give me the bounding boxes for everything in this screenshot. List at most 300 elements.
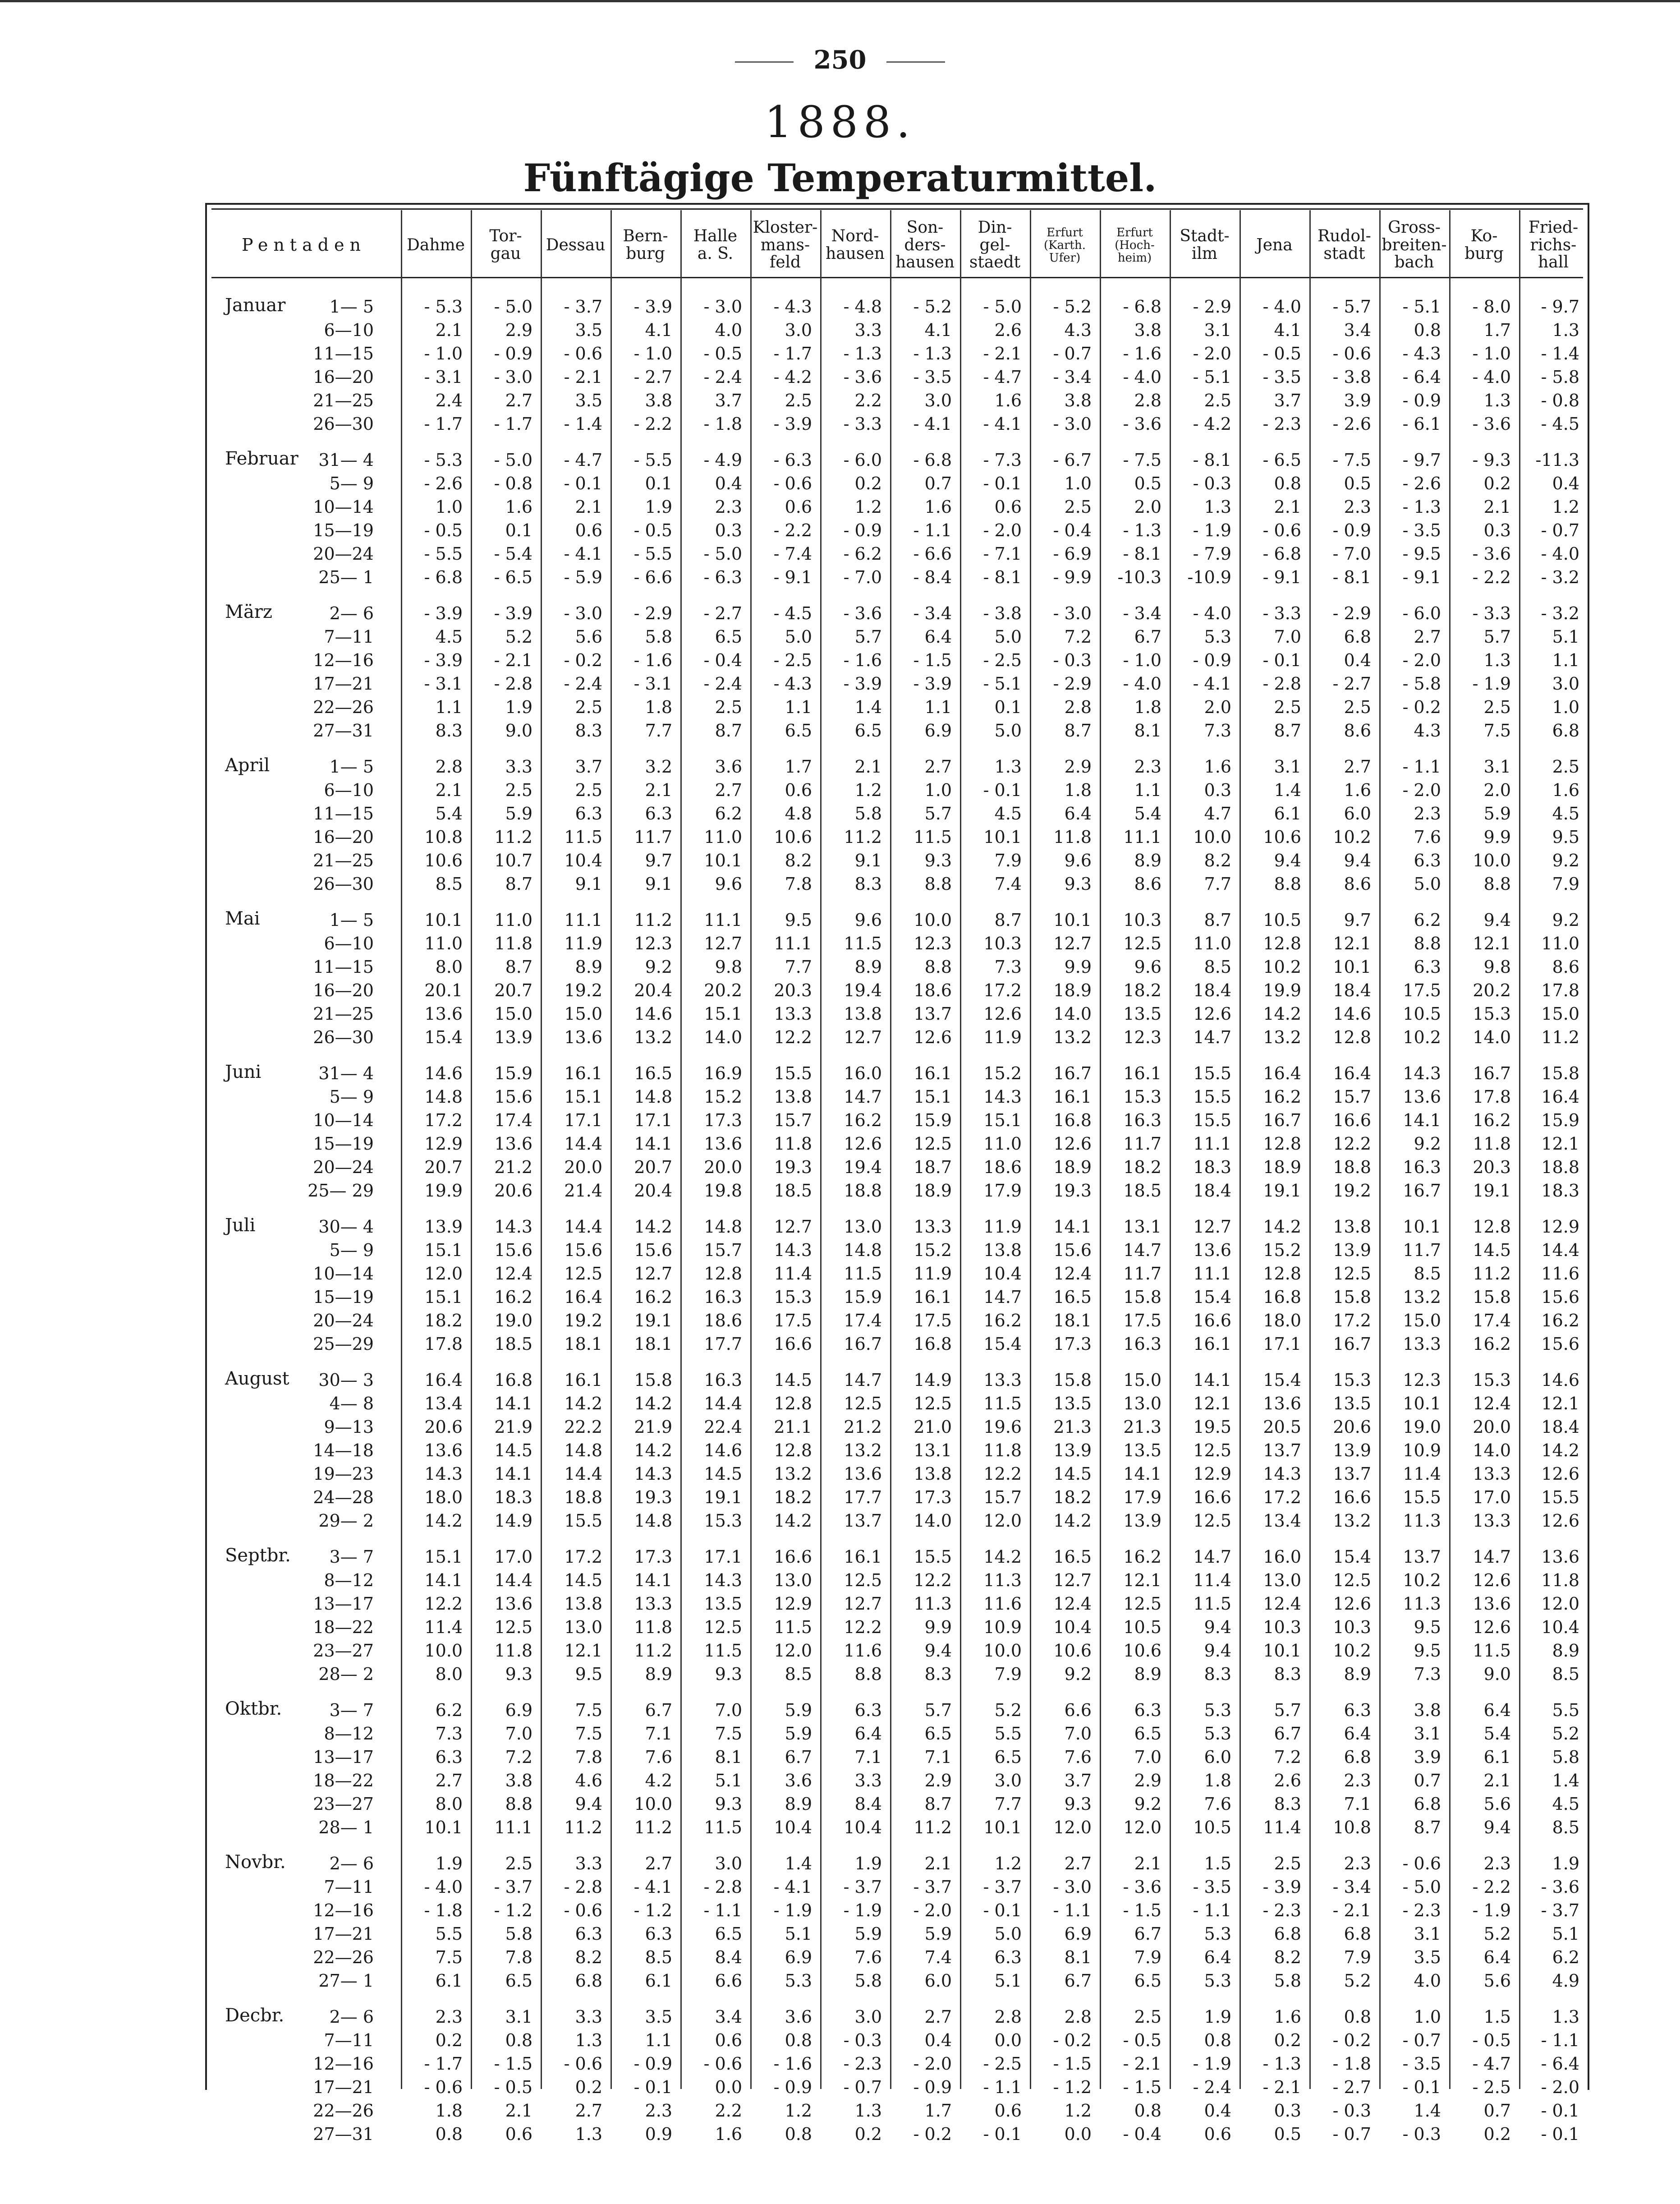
temperature-cell: - 1.3 bbox=[843, 344, 882, 363]
pentade-label: 5— 9 bbox=[329, 1240, 374, 1260]
temperature-cell: 10.1 bbox=[424, 1817, 463, 1837]
temperature-cell: 17.3 bbox=[704, 1110, 742, 1130]
temperature-cell: 19.1 bbox=[1263, 1181, 1301, 1201]
temperature-cell: 9.4 bbox=[1204, 1641, 1231, 1661]
temperature-cell: 6.7 bbox=[1064, 1971, 1092, 1991]
temperature-cell: - 2.5 bbox=[983, 650, 1022, 670]
temperature-cell: - 3.3 bbox=[1262, 603, 1301, 623]
temperature-cell: 6.5 bbox=[924, 1724, 952, 1744]
temperature-cell: 18.3 bbox=[1541, 1181, 1579, 1201]
temperature-cell: 14.1 bbox=[1123, 1464, 1161, 1484]
temperature-cell: - 2.2 bbox=[773, 520, 812, 540]
temperature-cell: - 6.1 bbox=[1402, 414, 1441, 434]
temperature-cell: 7.7 bbox=[785, 957, 812, 977]
temperature-cell: 5.6 bbox=[575, 627, 602, 647]
temperature-cell: 0.2 bbox=[1483, 474, 1511, 493]
temperature-cell: 0.3 bbox=[1274, 2101, 1301, 2121]
pentade-label: 30— 4 bbox=[318, 1217, 374, 1237]
temperature-cell: - 3.3 bbox=[1472, 603, 1511, 623]
temperature-cell: 13.7 bbox=[1403, 1547, 1441, 1567]
temperature-cell: - 0.2 bbox=[913, 2124, 952, 2144]
pentade-label: 1— 5 bbox=[329, 757, 374, 777]
temperature-cell: 12.5 bbox=[564, 1264, 602, 1284]
temperature-cell: - 1.0 bbox=[633, 344, 672, 363]
temperature-cell: 12.6 bbox=[844, 1134, 882, 1154]
temperature-cell: 6.4 bbox=[1483, 1947, 1511, 1967]
temperature-cell: 6.7 bbox=[1274, 1724, 1301, 1744]
temperature-cell: 2.5 bbox=[1552, 757, 1579, 777]
temperature-cell: - 7.0 bbox=[843, 567, 882, 587]
temperature-cell: - 3.9 bbox=[1262, 1877, 1301, 1897]
temperature-cell: - 5.5 bbox=[633, 544, 672, 564]
temperature-cell: - 3.7 bbox=[564, 297, 602, 317]
pentade-label: 5— 9 bbox=[329, 1087, 374, 1107]
column-header: Dessau bbox=[546, 235, 606, 254]
pentade-label: 22—26 bbox=[313, 1947, 374, 1967]
temperature-cell: 0.6 bbox=[994, 497, 1022, 517]
temperature-cell: - 0.3 bbox=[1053, 650, 1092, 670]
temperature-cell: 11.5 bbox=[844, 934, 882, 953]
temperature-cell: 0.8 bbox=[1134, 2101, 1161, 2121]
temperature-cell: - 7.1 bbox=[983, 544, 1022, 564]
temperature-cell: 19.1 bbox=[1473, 1181, 1511, 1201]
temperature-cell: 16.9 bbox=[704, 1063, 742, 1083]
temperature-cell: - 1.0 bbox=[1123, 650, 1161, 670]
temperature-cell: 16.3 bbox=[1123, 1110, 1161, 1130]
temperature-cell: - 9.7 bbox=[1402, 450, 1441, 470]
temperature-cell: 12.5 bbox=[1333, 1264, 1371, 1284]
pentade-label: 11—15 bbox=[313, 804, 374, 824]
temperature-cell: 7.9 bbox=[1134, 1947, 1161, 1967]
temperature-cell: 10.2 bbox=[1403, 1027, 1441, 1047]
temperature-cell: - 3.1 bbox=[633, 674, 672, 694]
page-title: Fünftägige Temperaturmittel. bbox=[523, 156, 1157, 200]
temperature-cell: - 3.0 bbox=[494, 367, 532, 387]
temperature-cell: 13.5 bbox=[1053, 1394, 1092, 1413]
temperature-cell: - 0.9 bbox=[843, 520, 882, 540]
temperature-cell: 11.2 bbox=[1541, 1027, 1579, 1047]
pentade-label: 1— 5 bbox=[329, 910, 374, 930]
temperature-cell: 9.5 bbox=[785, 910, 812, 930]
temperature-cell: 2.4 bbox=[435, 391, 463, 410]
temperature-cell: 11.5 bbox=[774, 1617, 812, 1637]
temperature-cell: - 4.5 bbox=[1541, 414, 1579, 434]
temperature-cell: 6.8 bbox=[1274, 1924, 1301, 1944]
temperature-cell: 14.4 bbox=[564, 1217, 602, 1237]
page-number-dash-right bbox=[886, 61, 945, 63]
temperature-cell: 7.2 bbox=[1274, 1747, 1301, 1767]
column-rule bbox=[401, 210, 402, 2089]
temperature-cell: - 4.0 bbox=[424, 1877, 463, 1897]
temperature-cell: 4.0 bbox=[715, 320, 742, 340]
temperature-cell: - 5.3 bbox=[424, 297, 463, 317]
temperature-cell: 16.2 bbox=[1473, 1110, 1511, 1130]
temperature-cell: 12.2 bbox=[774, 1027, 812, 1047]
temperature-cell: 0.0 bbox=[1064, 2124, 1092, 2144]
temperature-cell: 9.0 bbox=[505, 721, 532, 741]
temperature-cell: 9.9 bbox=[1064, 957, 1092, 977]
temperature-cell: - 0.6 bbox=[564, 1900, 602, 1920]
temperature-cell: 15.4 bbox=[1333, 1547, 1371, 1567]
temperature-cell: 0.4 bbox=[1204, 2101, 1231, 2121]
temperature-cell: 2.5 bbox=[1134, 2007, 1161, 2027]
temperature-cell: 0.6 bbox=[785, 780, 812, 800]
temperature-cell: 12.5 bbox=[1193, 1511, 1231, 1531]
temperature-cell: 1.6 bbox=[924, 497, 952, 517]
pentade-label: 27—31 bbox=[313, 721, 374, 741]
pentade-label: 3— 7 bbox=[329, 1547, 374, 1567]
temperature-cell: - 1.9 bbox=[1472, 1900, 1511, 1920]
temperature-cell: 16.6 bbox=[774, 1334, 812, 1354]
temperature-cell: - 6.0 bbox=[1402, 603, 1441, 623]
temperature-cell: 13.7 bbox=[1263, 1440, 1301, 1460]
temperature-cell: 9.3 bbox=[924, 851, 952, 870]
month-label: Juli bbox=[225, 1215, 256, 1236]
temperature-cell: 1.4 bbox=[1414, 2101, 1441, 2121]
temperature-cell: - 0.3 bbox=[1193, 474, 1231, 493]
temperature-cell: 6.7 bbox=[785, 1747, 812, 1767]
temperature-cell: 0.8 bbox=[1204, 2030, 1231, 2050]
temperature-cell: 7.1 bbox=[924, 1747, 952, 1767]
temperature-cell: - 2.1 bbox=[494, 650, 532, 670]
temperature-cell: 3.8 bbox=[505, 1771, 532, 1790]
temperature-cell: 2.0 bbox=[1483, 780, 1511, 800]
temperature-cell: 19.2 bbox=[1333, 1181, 1371, 1201]
temperature-cell: 14.1 bbox=[1053, 1217, 1092, 1237]
temperature-cell: 6.9 bbox=[785, 1947, 812, 1967]
temperature-cell: 8.6 bbox=[1552, 957, 1579, 977]
temperature-cell: - 0.9 bbox=[773, 2077, 812, 2097]
temperature-cell: 5.2 bbox=[1483, 1924, 1511, 1944]
pentade-label: 8—12 bbox=[324, 1570, 374, 1590]
temperature-cell: 10.3 bbox=[1123, 910, 1161, 930]
temperature-cell: 1.4 bbox=[785, 1854, 812, 1873]
temperature-cell: 8.1 bbox=[715, 1747, 742, 1767]
temperature-cell: 14.9 bbox=[494, 1511, 532, 1531]
pentade-label: 7—11 bbox=[324, 1877, 374, 1897]
temperature-cell: 9.5 bbox=[575, 1664, 602, 1684]
temperature-cell: - 2.4 bbox=[703, 674, 742, 694]
temperature-cell: 13.0 bbox=[1263, 1570, 1301, 1590]
temperature-cell: 0.6 bbox=[715, 2030, 742, 2050]
temperature-cell: 8.5 bbox=[1204, 957, 1231, 977]
temperature-cell: - 7.3 bbox=[983, 450, 1022, 470]
temperature-cell: - 1.9 bbox=[773, 1900, 812, 1920]
column-rule bbox=[541, 210, 542, 2089]
temperature-cell: 16.6 bbox=[1193, 1487, 1231, 1507]
temperature-cell: 18.9 bbox=[913, 1181, 952, 1201]
temperature-cell: 15.2 bbox=[704, 1087, 742, 1107]
temperature-cell: - 0.7 bbox=[843, 2077, 882, 2097]
temperature-cell: - 5.8 bbox=[1541, 367, 1579, 387]
temperature-cell: 2.1 bbox=[1483, 497, 1511, 517]
temperature-cell: 12.8 bbox=[1263, 934, 1301, 953]
temperature-cell: 20.6 bbox=[1333, 1417, 1371, 1437]
pentade-label: 13—17 bbox=[313, 1594, 374, 1614]
temperature-cell: 9.4 bbox=[1344, 851, 1371, 870]
temperature-cell: 14.7 bbox=[1193, 1027, 1231, 1047]
temperature-cell: 10.4 bbox=[983, 1264, 1022, 1284]
temperature-cell: 9.4 bbox=[1483, 910, 1511, 930]
temperature-cell: - 0.1 bbox=[1402, 2077, 1441, 2097]
temperature-cell: 11.3 bbox=[983, 1570, 1022, 1590]
year-heading: 1888. bbox=[764, 97, 916, 147]
temperature-cell: 7.6 bbox=[645, 1747, 672, 1767]
temperature-cell: - 0.3 bbox=[1402, 2124, 1441, 2144]
temperature-cell: 12.0 bbox=[983, 1511, 1022, 1531]
temperature-cell: 6.5 bbox=[1134, 1724, 1161, 1744]
temperature-cell: 14.6 bbox=[1541, 1370, 1579, 1390]
pentade-label: 31— 4 bbox=[318, 450, 374, 470]
temperature-cell: 12.7 bbox=[634, 1264, 672, 1284]
temperature-cell: 14.0 bbox=[913, 1511, 952, 1531]
temperature-cell: 7.8 bbox=[575, 1747, 602, 1767]
temperature-cell: 12.7 bbox=[704, 934, 742, 953]
temperature-cell: 1.2 bbox=[1552, 497, 1579, 517]
temperature-cell: - 8.1 bbox=[1193, 450, 1231, 470]
temperature-cell: 14.8 bbox=[424, 1087, 463, 1107]
temperature-cell: 18.9 bbox=[1263, 1157, 1301, 1177]
column-header: Kloster- mans- feld bbox=[753, 218, 818, 272]
temperature-cell: 3.8 bbox=[1134, 320, 1161, 340]
temperature-cell: 8.9 bbox=[854, 957, 882, 977]
temperature-cell: 5.4 bbox=[1483, 1724, 1511, 1744]
temperature-cell: - 0.6 bbox=[564, 2054, 602, 2074]
pentade-label: 18—22 bbox=[313, 1617, 374, 1637]
temperature-cell: 14.8 bbox=[564, 1440, 602, 1460]
temperature-cell: 8.7 bbox=[994, 910, 1022, 930]
column-header: Tor- gau bbox=[489, 227, 522, 263]
temperature-cell: 14.5 bbox=[494, 1440, 532, 1460]
temperature-cell: 3.7 bbox=[715, 391, 742, 410]
column-header: Nord- hausen bbox=[826, 227, 885, 263]
temperature-cell: - 2.8 bbox=[564, 1877, 602, 1897]
temperature-cell: 1.9 bbox=[505, 697, 532, 717]
temperature-cell: 5.8 bbox=[505, 1924, 532, 1944]
temperature-cell: 16.4 bbox=[1263, 1063, 1301, 1083]
temperature-cell: 2.2 bbox=[715, 2101, 742, 2121]
temperature-cell: 2.6 bbox=[994, 320, 1022, 340]
temperature-cell: 20.7 bbox=[634, 1157, 672, 1177]
pentade-label: 26—30 bbox=[313, 414, 374, 434]
temperature-cell: 5.3 bbox=[1204, 1971, 1231, 1991]
temperature-cell: 18.8 bbox=[1541, 1157, 1579, 1177]
temperature-cell: 16.7 bbox=[1263, 1110, 1301, 1130]
temperature-cell: 9.2 bbox=[645, 957, 672, 977]
temperature-cell: 0.8 bbox=[1344, 2007, 1371, 2027]
temperature-cell: 3.3 bbox=[854, 1771, 882, 1790]
temperature-cell: - 1.6 bbox=[1123, 344, 1161, 363]
temperature-cell: 5.0 bbox=[1414, 874, 1441, 894]
temperature-cell: 13.6 bbox=[494, 1594, 532, 1614]
temperature-cell: 16.3 bbox=[704, 1370, 742, 1390]
temperature-cell: - 3.5 bbox=[1262, 367, 1301, 387]
temperature-cell: 15.8 bbox=[1053, 1370, 1092, 1390]
temperature-cell: 18.0 bbox=[424, 1487, 463, 1507]
temperature-cell: - 6.9 bbox=[1053, 544, 1092, 564]
temperature-cell: 9.6 bbox=[1064, 851, 1092, 870]
temperature-cell: 20.0 bbox=[564, 1157, 602, 1177]
temperature-cell: 12.3 bbox=[913, 934, 952, 953]
temperature-cell: 18.3 bbox=[494, 1487, 532, 1507]
temperature-cell: 15.6 bbox=[564, 1240, 602, 1260]
month-label: März bbox=[225, 602, 272, 622]
temperature-cell: 15.3 bbox=[1123, 1087, 1161, 1107]
temperature-cell: 13.2 bbox=[1333, 1511, 1371, 1531]
temperature-cell: 21.0 bbox=[913, 1417, 952, 1437]
temperature-cell: - 5.2 bbox=[1053, 297, 1092, 317]
temperature-cell: 12.4 bbox=[1053, 1594, 1092, 1614]
temperature-cell: 13.2 bbox=[844, 1440, 882, 1460]
temperature-cell: 5.9 bbox=[854, 1924, 882, 1944]
temperature-cell: - 3.9 bbox=[494, 603, 532, 623]
temperature-cell: 9.1 bbox=[645, 874, 672, 894]
temperature-cell: 2.3 bbox=[1483, 1854, 1511, 1873]
temperature-cell: 2.3 bbox=[1414, 804, 1441, 824]
temperature-cell: - 2.0 bbox=[983, 520, 1022, 540]
temperature-cell: 14.3 bbox=[494, 1217, 532, 1237]
temperature-cell: 8.7 bbox=[1204, 910, 1231, 930]
temperature-cell: - 4.7 bbox=[1472, 2054, 1511, 2074]
temperature-cell: 7.5 bbox=[1483, 721, 1511, 741]
temperature-cell: - 1.8 bbox=[424, 1900, 463, 1920]
temperature-cell: - 2.7 bbox=[1332, 674, 1371, 694]
temperature-cell: 12.5 bbox=[913, 1134, 952, 1154]
temperature-cell: 11.8 bbox=[1541, 1570, 1579, 1590]
temperature-cell: 0.6 bbox=[575, 520, 602, 540]
temperature-cell: 7.7 bbox=[645, 721, 672, 741]
temperature-cell: 1.0 bbox=[1064, 474, 1092, 493]
column-rule bbox=[1519, 210, 1520, 2089]
temperature-cell: 12.5 bbox=[844, 1570, 882, 1590]
temperature-cell: 3.0 bbox=[1552, 674, 1579, 694]
temperature-cell: 3.9 bbox=[1414, 1747, 1441, 1767]
temperature-cell: 12.3 bbox=[1123, 1027, 1161, 1047]
temperature-cell: - 5.1 bbox=[983, 674, 1022, 694]
temperature-cell: 2.5 bbox=[785, 391, 812, 410]
temperature-cell: 5.7 bbox=[924, 804, 952, 824]
temperature-cell: 8.5 bbox=[435, 874, 463, 894]
temperature-cell: - 1.8 bbox=[1332, 2054, 1371, 2074]
temperature-cell: 12.6 bbox=[1541, 1464, 1579, 1484]
temperature-cell: 5.7 bbox=[854, 627, 882, 647]
temperature-cell: 14.7 bbox=[1123, 1240, 1161, 1260]
temperature-cell: 0.6 bbox=[505, 2124, 532, 2144]
temperature-cell: - 3.9 bbox=[843, 674, 882, 694]
column-header: Jena bbox=[1256, 235, 1293, 254]
temperature-cell: 2.3 bbox=[1344, 497, 1371, 517]
temperature-cell: 14.1 bbox=[1403, 1110, 1441, 1130]
temperature-cell: 15.1 bbox=[424, 1240, 463, 1260]
temperature-cell: 1.8 bbox=[1134, 697, 1161, 717]
pentade-label: 17—21 bbox=[313, 2077, 374, 2097]
temperature-cell: 5.1 bbox=[994, 1971, 1022, 1991]
temperature-cell: 1.8 bbox=[645, 697, 672, 717]
temperature-cell: 8.4 bbox=[854, 1794, 882, 1814]
month-label: Juni bbox=[225, 1062, 262, 1082]
column-rule bbox=[960, 210, 961, 2089]
temperature-cell: 14.7 bbox=[844, 1370, 882, 1390]
temperature-cell: 6.3 bbox=[1414, 851, 1441, 870]
temperature-cell: 12.4 bbox=[494, 1264, 532, 1284]
temperature-cell: 12.6 bbox=[1333, 1594, 1371, 1614]
temperature-cell: 12.4 bbox=[1263, 1594, 1301, 1614]
temperature-cell: - 4.3 bbox=[1402, 344, 1441, 363]
temperature-cell: 1.4 bbox=[854, 697, 882, 717]
temperature-cell: - 3.1 bbox=[424, 367, 463, 387]
temperature-cell: 15.2 bbox=[983, 1063, 1022, 1083]
column-header: Rudol- stadt bbox=[1317, 227, 1371, 263]
temperature-cell: 5.0 bbox=[994, 721, 1022, 741]
pentade-label: 12—16 bbox=[313, 650, 374, 670]
temperature-cell: 12.1 bbox=[1193, 1394, 1231, 1413]
temperature-cell: 15.6 bbox=[494, 1240, 532, 1260]
temperature-cell: 2.1 bbox=[1274, 497, 1301, 517]
temperature-cell: 16.3 bbox=[704, 1287, 742, 1307]
temperature-cell: 2.9 bbox=[505, 320, 532, 340]
temperature-cell: 16.2 bbox=[983, 1311, 1022, 1330]
column-rule bbox=[1309, 210, 1311, 2089]
temperature-cell: 1.0 bbox=[1414, 2007, 1441, 2027]
temperature-cell: 11.8 bbox=[494, 934, 532, 953]
temperature-cell: - 3.4 bbox=[1332, 1877, 1371, 1897]
temperature-cell: 14.7 bbox=[1473, 1547, 1511, 1567]
temperature-cell: - 2.6 bbox=[1402, 474, 1441, 493]
temperature-cell: - 0.9 bbox=[1332, 520, 1371, 540]
temperature-cell: 6.1 bbox=[645, 1971, 672, 1991]
temperature-cell: 2.8 bbox=[994, 2007, 1022, 2027]
pentade-label: 7—11 bbox=[324, 627, 374, 647]
temperature-cell: 11.5 bbox=[704, 1817, 742, 1837]
temperature-cell: 18.8 bbox=[844, 1181, 882, 1201]
temperature-cell: 18.6 bbox=[913, 980, 952, 1000]
temperature-cell: 13.0 bbox=[774, 1570, 812, 1590]
temperature-cell: 15.0 bbox=[1541, 1004, 1579, 1024]
temperature-cell: 12.8 bbox=[704, 1264, 742, 1284]
temperature-cell: 0.3 bbox=[715, 520, 742, 540]
temperature-cell: 3.6 bbox=[715, 757, 742, 777]
temperature-cell: - 2.1 bbox=[1262, 2077, 1301, 2097]
temperature-cell: 8.5 bbox=[1552, 1817, 1579, 1837]
temperature-cell: 0.7 bbox=[1483, 2101, 1511, 2121]
temperature-cell: 19.3 bbox=[774, 1157, 812, 1177]
temperature-cell: 6.3 bbox=[575, 1924, 602, 1944]
temperature-cell: - 2.7 bbox=[633, 367, 672, 387]
temperature-cell: - 3.6 bbox=[1472, 414, 1511, 434]
temperature-cell: 1.1 bbox=[785, 697, 812, 717]
temperature-cell: 6.2 bbox=[715, 804, 742, 824]
temperature-cell: 0.1 bbox=[645, 474, 672, 493]
temperature-cell: 16.1 bbox=[913, 1287, 952, 1307]
temperature-cell: 11.4 bbox=[774, 1264, 812, 1284]
temperature-cell: - 1.1 bbox=[913, 520, 952, 540]
temperature-cell: 19.0 bbox=[494, 1311, 532, 1330]
temperature-cell: 14.3 bbox=[704, 1570, 742, 1590]
temperature-cell: 0.8 bbox=[785, 2030, 812, 2050]
temperature-cell: - 2.2 bbox=[633, 414, 672, 434]
temperature-cell: 4.9 bbox=[1552, 1971, 1579, 1991]
pentade-label: 28— 1 bbox=[318, 1817, 374, 1837]
temperature-cell: 15.5 bbox=[774, 1063, 812, 1083]
temperature-cell: 9.5 bbox=[1552, 827, 1579, 847]
temperature-cell: - 0.1 bbox=[633, 2077, 672, 2097]
temperature-cell: 8.8 bbox=[924, 874, 952, 894]
temperature-cell: - 2.0 bbox=[1402, 780, 1441, 800]
temperature-cell: 2.3 bbox=[1134, 757, 1161, 777]
temperature-cell: - 1.7 bbox=[424, 2054, 463, 2074]
month-label: Februar bbox=[225, 448, 298, 469]
temperature-cell: 6.8 bbox=[1344, 627, 1371, 647]
